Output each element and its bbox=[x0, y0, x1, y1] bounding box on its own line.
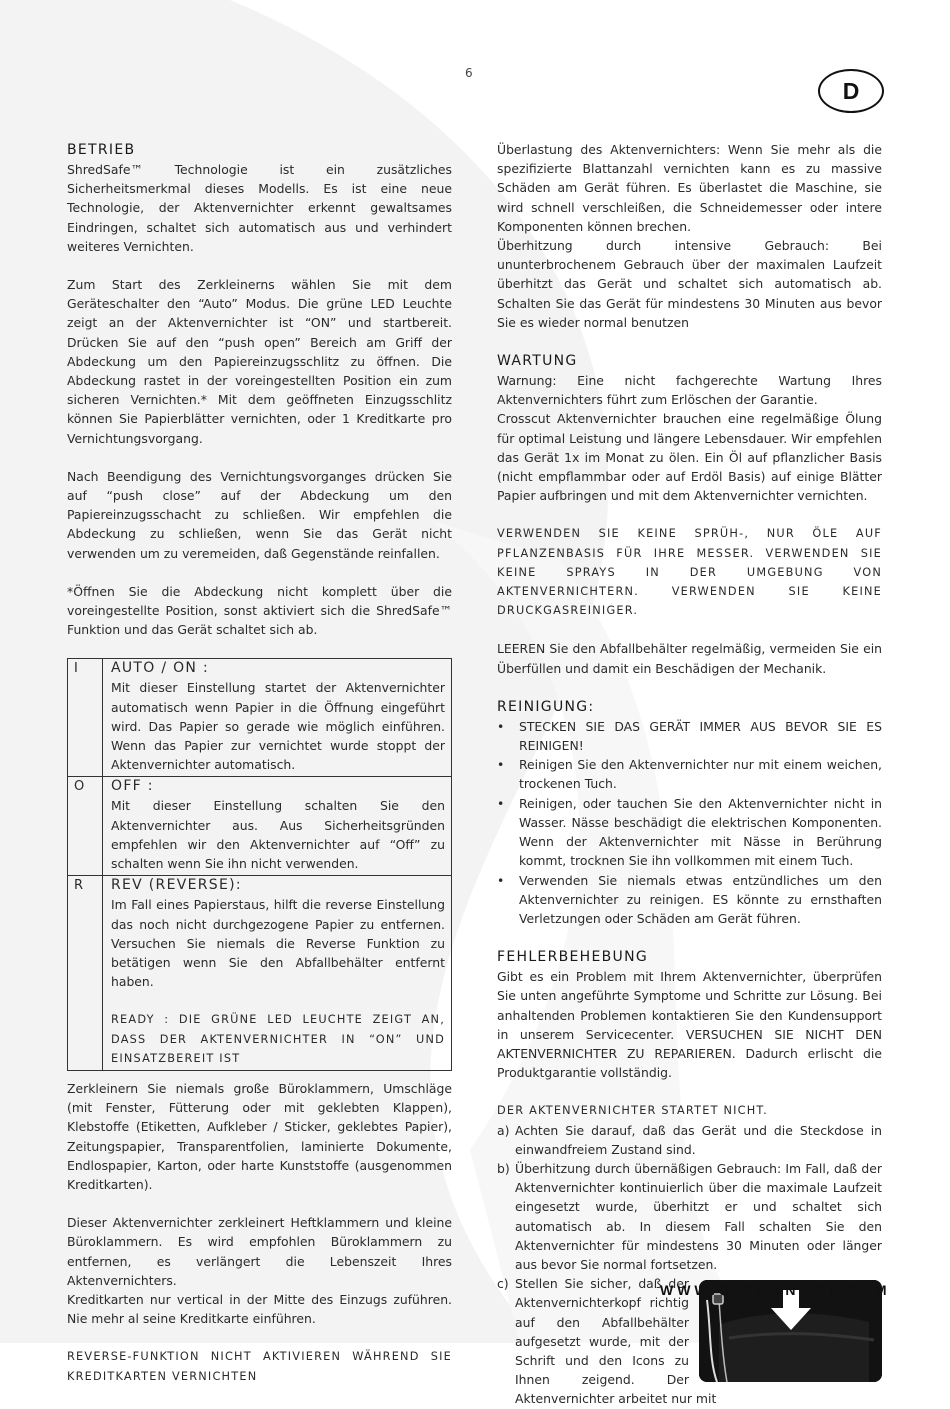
leeren-paragraph: LEEREN Sie den Abfallbehälter regelmäßig, vermeiden Sie ein Überfüllen und damit ein Beschädigen der Mechanik. bbox=[497, 641, 882, 676]
list-item: a) Achten Sie darauf, daß das Gerät und die Steckdose in einwandfreiem Zustand sind. bbox=[497, 1122, 882, 1157]
mode-text: Mit dieser Einstellung schalten Sie den Aktenvernichter aus. Aus Sicherheitsgründen empfehlen wir den Aktenvernichter auf “Off” zu schalten wenn Sie ihn nicht verwenden. bbox=[111, 798, 445, 872]
mode-title: OFF : bbox=[111, 778, 154, 795]
list-item: b) Überhitzung durch übernäßigen Gebrauch: Im Fall, daß der Aktenvernichter kontinuierlich über die maximale Laufzeit eingesetzt wurde, überhitzt er und schaltet sich automatisch ab. In diesem Fall schalten Sie den Aktenvernichter für mindestens 30 Minuten oder länger aus bevor Sie normal fortsetzen. bbox=[497, 1160, 882, 1272]
wartung-caps-warning: VERWENDEN SIE KEINE SPRÜH-, NUR ÖLE AUF PFLANZENBASIS FÜR IHRE MESSER. VERWENDEN SIE KEINE SPRAYS IN DER UMGEBUNG VON AKTENVERNICHTERN. VERWENDEN SIE KEINE DRUCKGASREINIGER. bbox=[497, 527, 882, 618]
mode-text: Mit dieser Einstellung startet der Aktenvernichter automatisch wenn Papier in die Öffnung eingeführt wird. Das Papier so gerade wie möglich einführen. Wenn das Papier zur vernichtet wurde stoppt der Aktenvernichter automatisch. bbox=[111, 680, 445, 773]
betrieb-heading: BETRIEB bbox=[67, 142, 136, 158]
right-column bbox=[497, 140, 882, 1409]
list-item: • Verwenden Sie niemals etwas entzündliches um den Aktenvernichter zu reinigen. ES könnte zu ernsthaften Verletzungen oder Schäden am Gerät führen. bbox=[497, 871, 882, 929]
staples-paragraph: Dieser Aktenvernichter zerkleinert Heftklammern und kleine Büroklammern. Es wird empfohlen Büroklammern zu entfernen, es verlängert die Lebenszeit Ihres Aktenvernichters. bbox=[67, 1215, 452, 1288]
mode-key: O bbox=[68, 777, 103, 876]
betrieb-paragraph-2: Zum Start des Zerkleinerns wählen Sie mit dem Geräteschalter den “Auto” Modus. Die grüne LED Leuchte zeigt an der Aktenvernichter ist “ON” und startbereit. Drücken Sie auf den “push open” Bereich am Griff der Abdeckung um den Papiereinzugsschlitz zu öffnen. Die Abdeckung rastet in der voreingestellten Position ein zum sicheren Vernichten.* Mit dem geöffneten Einzugsschlitz können Sie Papierblätter vernichten, oder 1 Kreditkarte pro Vernichtungsvorgang. bbox=[67, 277, 452, 446]
page-number: 6 bbox=[465, 66, 473, 80]
footer-website: WWW.Q-CONNECT.COM bbox=[660, 1282, 891, 1298]
wartung-heading: WARTUNG bbox=[497, 353, 578, 370]
reinigung-list bbox=[497, 717, 882, 928]
list-item: • STECKEN SIE DAS GERÄT IMMER AUS BEVOR SIE ES REINIGEN! bbox=[497, 717, 882, 755]
left-column bbox=[67, 140, 452, 1386]
fehler-list bbox=[497, 1121, 882, 1409]
fehler-subheading: DER AKTENVERNICHTER STARTET NICHT. bbox=[497, 1104, 768, 1118]
language-badge: D bbox=[818, 69, 884, 113]
overheat-paragraph: Überhitzung durch intensive Gebrauch: Bei ununterbrochenem Gebrauch über der maximalen Laufzeit überhitzt das Gerät und schaltet sich automatisch ab. Schalten Sie das Gerät für mindestens 30 Minuten aus bevor Sie es wieder normal benutzen bbox=[497, 238, 882, 330]
mode-text: Im Fall eines Papierstaus, hilft die reverse Einstellung das noch nicht durchgezogene Papier zu entfernen. Versuchen Sie niemals die Reverse Funktion zu betätigen wenn Sie den Abfallbehälter entfernt haben. bbox=[111, 897, 445, 990]
list-item: c) Stellen Sie sicher, daß der Aktenvernichterkopf richtig auf den Abfallbehälter aufgesetzt wurde, mit der Schrift und den Icons zu Ihnen zeigend. Der Aktenvernichter arbeitet nur mit bbox=[497, 1274, 882, 1408]
wartung-paragraph-1: Warnung: Eine nicht fachgerechte Wartung Ihres Aktenvernichters führt zum Erlöschen der Garantie. bbox=[497, 373, 882, 408]
mode-table bbox=[67, 658, 452, 1070]
overload-paragraph: Überlastung des Aktenvernichters: Wenn Sie mehr als die spezifizierte Blattanzahl vernichten kann es zu massive Schäden am Gerät führen. Es überlastet die Maschine, sie wird schnell verschleißen, die Schneidemesser oder intere Komponenten können brechen. bbox=[497, 142, 882, 234]
mode-title: AUTO / ON : bbox=[111, 660, 209, 677]
mode-title: REV (REVERSE): bbox=[111, 877, 242, 894]
mode-row-off bbox=[68, 777, 452, 876]
ready-note: READY : DIE GRÜNE LED LEUCHTE ZEIGT AN, DASS DER AKTENVERNICHTER IN “ON” UND EINSATZBEREIT IST bbox=[111, 1013, 445, 1065]
mode-row-reverse bbox=[68, 876, 452, 1071]
fehler-heading: FEHLERBEHEBUNG bbox=[497, 949, 648, 966]
betrieb-paragraph-3: Nach Beendigung des Vernichtungsvorganges drücken Sie auf “push close” auf der Abdeckung um den Papiereinzugsschacht zu schließen. Wir empfehlen die Abdeckung zu schließen, wenn Sie das Gerät nicht verwenden um zu veremeiden, daß Gegenstände reinfallen. bbox=[67, 468, 452, 561]
betrieb-paragraph-1: ShredSafe™ Technologie ist ein zusätzliches Sicherheitsmerkmal dieses Modells. Es ist eine neue Technologie, der Aktenvernichter erkennt gewaltsames Eindringen, schaltet sich automatisch aus und verhindert weiteres Vernichten. bbox=[67, 162, 452, 254]
mode-key: R bbox=[68, 876, 103, 1071]
list-item: • Reinigen Sie den Aktenvernichter nur mit einem weichen, trockenen Tuch. bbox=[497, 755, 882, 793]
warning-paragraph: Zerkleinern Sie niemals große Büroklammern, Umschläge (mit Fenster, Fütterung oder mit geklebten Klappen), Klebstoffe (Etiketten, Aufkleber / Sticker, geklebtes Papier), Zeitungspapier, Transparentfolien, laminierte Dokumente, Endlospapier, Karton, oder harte Kunststoffe (ausgenommen Kreditkarten). bbox=[67, 1080, 452, 1192]
creditcard-paragraph: Kreditkarten nur vertical in der Mitte des Einzugs zuführen. Nie mehr al seine Kreditkarte einführen. bbox=[67, 1291, 452, 1327]
list-item: • Reinigen, oder tauchen Sie den Aktenvernichter nicht in Wasser. Nässe beschädigt die elektrischen Komponenten. Wenn der Aktenvernichter mit Nässe in Berührung kommt, trocknen Sie ihn vollkommen mit einem Tuch. bbox=[497, 794, 882, 871]
mode-key: I bbox=[68, 659, 103, 777]
mode-row-auto bbox=[68, 659, 452, 777]
reverse-warning: REVERSE-FUNKTION NICHT AKTIVIEREN WÄHREND SIE KREDITKARTEN VERNICHTEN bbox=[67, 1350, 452, 1383]
wartung-paragraph-2: Crosscut Aktenvernichter brauchen eine regelmäßige Ölung für optimal Leistung und längere Lebensdauer. Wir empfehlen das Gerät 1x im Monat zu ölen. Ein Öl auf pflanzlicher Basis (nicht empflammbar oder auf Erdöl Basis) auf einige Blätter Papier aufbringen und mit dem Aktenvernichter vernichten. bbox=[497, 411, 882, 504]
reinigung-heading: REINIGUNG: bbox=[497, 698, 595, 715]
fehler-paragraph: Gibt es ein Problem mit Ihrem Aktenvernichter, überprüfen Sie unten angeführte Symptome und Schritte zur Lösung. Bei anhaltenden Problemen kontaktieren Sie den Kundensupport in unserem Servicecenter. VERSUCHEN SIE NICHT DEN AKTENVERNICHTER ZU REPARIEREN. Dadurch erlischt die Produktgarantie vollständig. bbox=[497, 969, 882, 1081]
betrieb-footnote: *Öffnen Sie die Abdeckung nicht komplett über die voreingestellte Position, sonst aktiviert sich die ShredSafe™ Funktion und das Gerät schaltet sich ab. bbox=[67, 583, 452, 638]
